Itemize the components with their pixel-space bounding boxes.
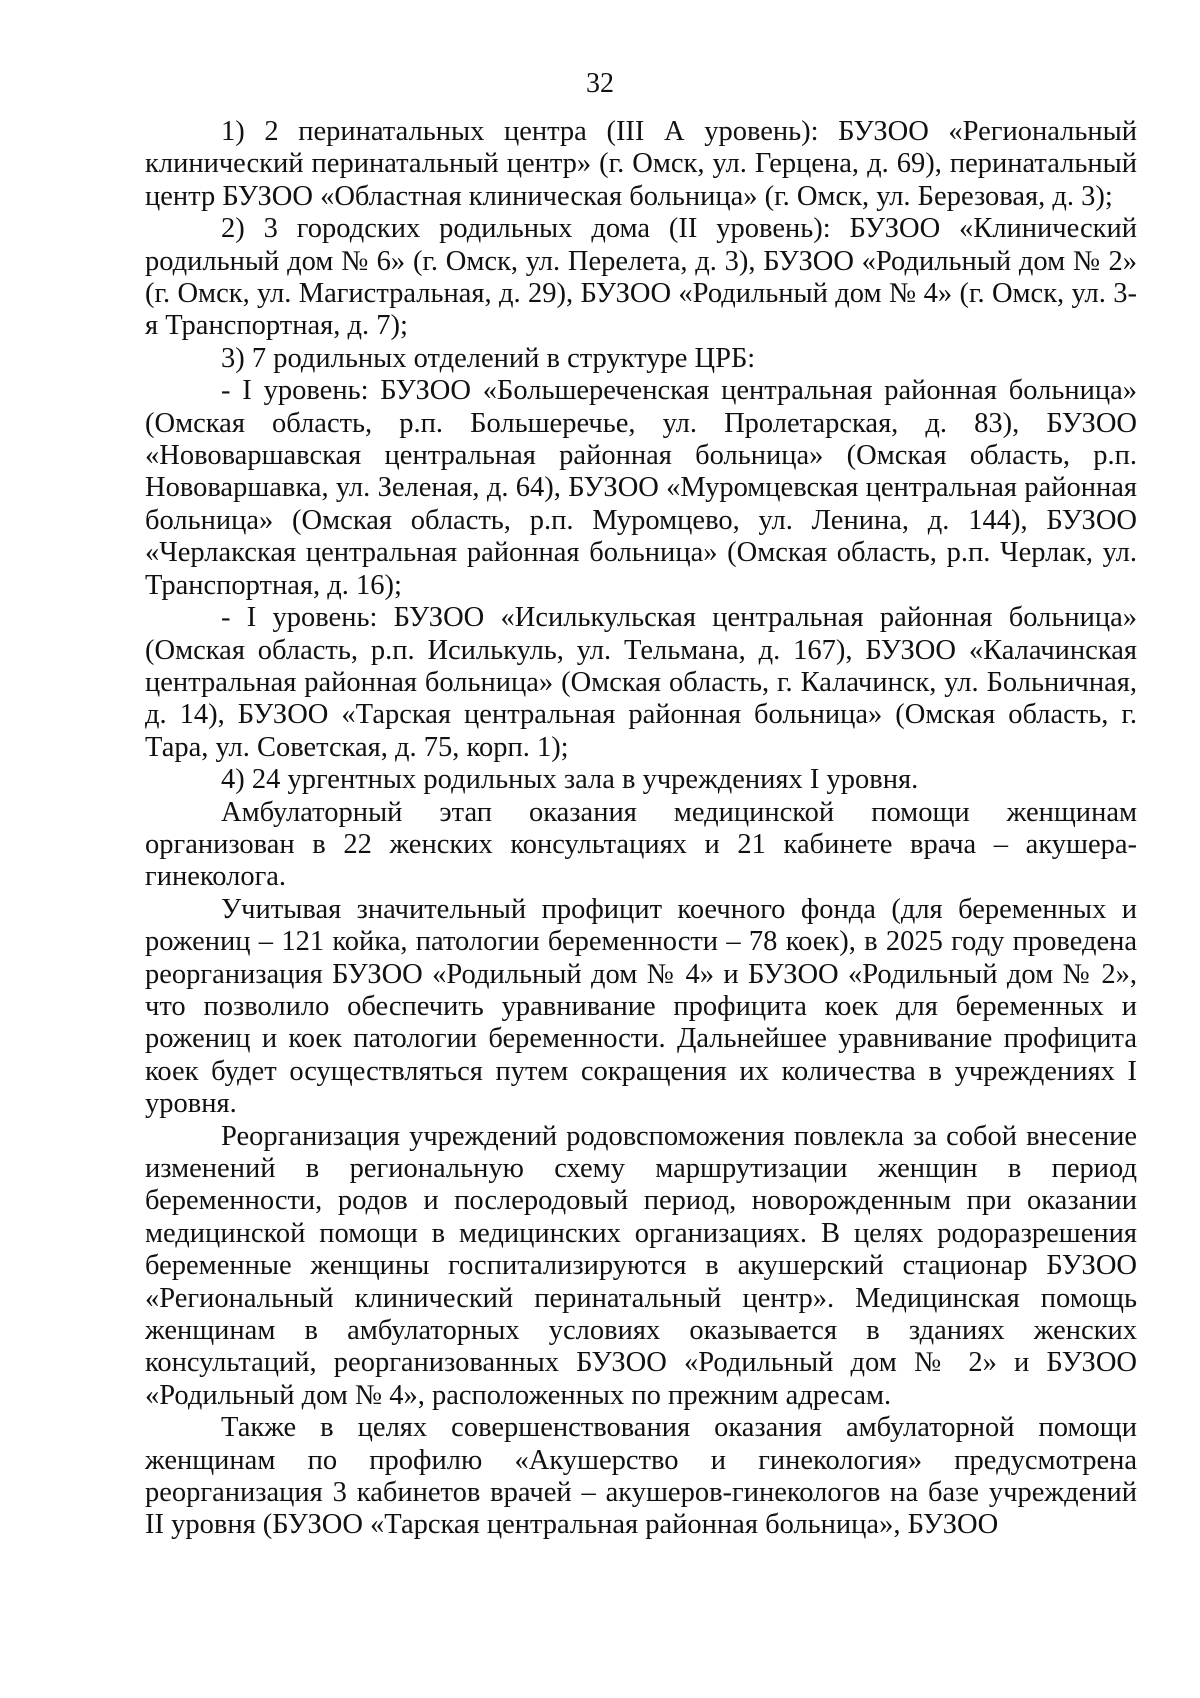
page-number: 32 [586, 68, 614, 99]
document-body [145, 116, 1137, 1542]
paragraph-maternity-departments: 3) 7 родильных отделений в структуре ЦРБ: [221, 342, 756, 374]
paragraph-bed-surplus: Учитывая значительный профицит коечного фонда (для беременных и рожениц – 121 койка, патологии беременности – 78 коек), в 2025 году проведена реорганизация БУЗОО «Родильный дом № 4» и БУЗОО «Родильный дом № 2», что позволило обеспечить уравнивание профицита коек для беременных и рожениц и коек патологии беременности. Дальнейшее уравнивание профицита коек будет осуществляться путем сокращения их количества в учреждениях I уровня. [145, 893, 1137, 1120]
paragraph-level-one-list-a: - I уровень: БУЗОО «Большереченская центральная районная больница» (Омская область, р.п. Большеречье, ул. Пролетарская, д. 83), БУЗОО «Нововаршавская центральная районная больница» (Омская область, р.п. Нововаршавка, ул. Зеленая, д. 64), БУЗОО «Муромцевская центральная районная больница» (Омская область, р.п. Муромцево, ул. Ленина, д. 144), БУЗОО «Черлакская центральная районная больница» (Омская область, р.п. Черлак, ул. Транспортная, д. 16); [145, 375, 1137, 601]
paragraph-level-one-list-b: - I уровень: БУЗОО «Исилькульская центральная районная больница» (Омская область, р.п. Исилькуль, ул. Тельмана, д. 167), БУЗОО «Калачинская центральная районная больница» (Омская область, г. Калачинск, ул. Больничная, д. 14), БУЗОО «Тарская центральная районная больница» (Омская область, г. Тара, ул. Советская, д. 75, корп. 1); [145, 602, 1137, 763]
paragraph-perinatal-centers: 1) 2 перинатальных центра (III А уровень): БУЗОО «Региональный клинический перинатальный центр» (г. Омск, ул. Герцена, д. 69), перинатальный центр БУЗОО «Областная клиническая больница» (г. Омск, ул. Березовая, д. 3); [145, 116, 1137, 212]
paragraph-outpatient-improvement: Также в целях совершенствования оказания амбулаторной помощи женщинам по профилю «Акушерство и гинекология» предусмотрена реорганизация 3 кабинетов врачей – акушеров-гинекологов на базе учреждений II уровня (БУЗОО «Тарская центральная районная больница», БУЗОО [145, 1412, 1137, 1541]
paragraph-urgent-delivery-rooms: 4) 24 ургентных родильных зала в учреждениях I уровня. [221, 764, 919, 796]
paragraph-reorganization-routing: Реорганизация учреждений родовспоможения повлекла за собой внесение изменений в региональную схему маршрутизации женщин в период беременности, родов и послеродовый период, новорожденным при оказании медицинской помощи в медицинских организациях. В целях родоразрешения беременные женщины госпитализируются в акушерский стационар БУЗОО «Региональный клинический перинатальный центр». Медицинская помощь женщинам в амбулаторных условиях оказывается в зданиях женских консультаций, реорганизованных БУЗОО «Родильный дом № 2» и БУЗОО «Родильный дом № 4», расположенных по прежним адресам. [145, 1120, 1137, 1411]
paragraph-maternity-hospitals: 2) 3 городских родильных дома (II уровень): БУЗОО «Клинический родильный дом № 6» (г. Омск, ул. Перелета, д. 3), БУЗОО «Родильный дом № 2» (г. Омск, ул. Магистральная, д. 29), БУЗОО «Родильный дом № 4» (г. Омск, ул. 3-я Транспортная, д. 7); [145, 213, 1137, 342]
paragraph-outpatient-stage: Амбулаторный этап оказания медицинской помощи женщинам организован в 22 женских консультациях и 21 кабинете врача – акушера-гинеколога. [145, 796, 1137, 893]
